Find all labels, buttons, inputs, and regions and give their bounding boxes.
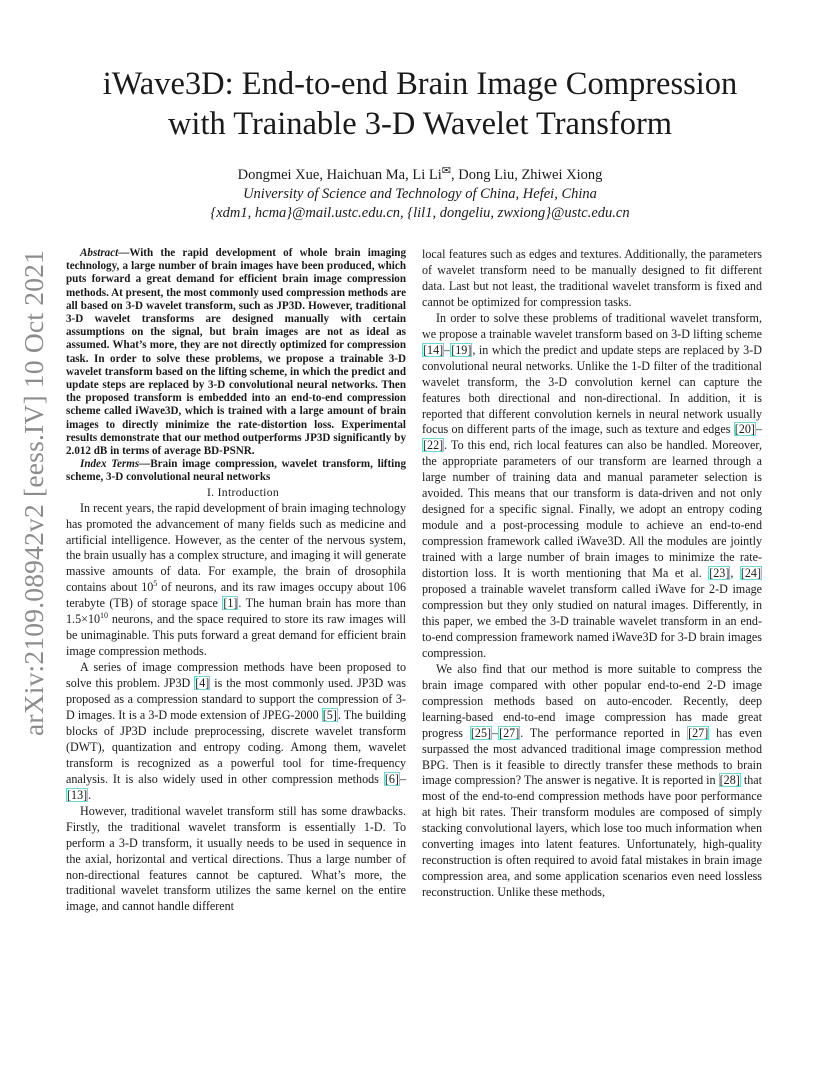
abstract-label: Abstract [80, 247, 119, 259]
author-names [60, 162, 780, 185]
text-run: . [88, 787, 92, 802]
index-terms [66, 458, 406, 484]
text-run: We also find that our method is more suitable to compress the brain image compared with other popular end-to-end 2-D image compression methods based on auto-encoder. Recently, deep learning-based end-to-end image compression has made great progress [422, 661, 762, 740]
affiliation: University of Science and Technology of China, Hefei, China [243, 186, 597, 202]
text-run: – [399, 771, 406, 786]
text-run: – [492, 725, 499, 740]
citation-link[interactable]: [4] [195, 676, 210, 691]
arxiv-sidebar-stamp [16, 249, 52, 737]
text-run: of neurons, and its raw images occupy about 106 terabyte (TB) of storage space [66, 580, 406, 611]
abstract [66, 247, 406, 458]
intro-paragraph-1 [66, 501, 406, 661]
citation-link[interactable]: [27] [499, 725, 520, 740]
citation-link[interactable]: [6] [384, 771, 399, 786]
arxiv-id: arXiv:2109.08942v2 [eess.IV] 10 Oct 2021 [18, 249, 49, 737]
text-run: has even surpassed the most advanced traditional image compression method BPG. Then is it feasible to directly transfer these methods to brain image compression? The answer is negative. It is reported in [422, 725, 763, 788]
text-run: , in which the predict and update steps are replaced by 3-D convolutional neural networks. Unlike the 1-D filter of the traditional wavelet transform, the 3-D convolution kernel can capture the features both directional and non-directional. In addition, it is reported that different convolution kernels in neural network usually focus on different parts of the image, such as texture and edges [422, 342, 762, 437]
title-line-1: iWave3D: End-to-end Brain Image Compression [102, 66, 738, 102]
index-terms-label: Index Terms [80, 458, 140, 471]
text-run: – [755, 422, 762, 437]
text-run: , [730, 566, 740, 581]
citation-link[interactable]: [14] [423, 342, 444, 357]
text-run: proposed a trainable wavelet transform called iWave for 2-D image compression but they only studied on natural images. Differently, in this paper, we embed the 3-D trainable wavelet transform in an end-to-end compression framework named iWave3D for 3-D brain images compression. [422, 582, 762, 660]
citation-link[interactable]: [13] [67, 787, 88, 802]
left-column [66, 247, 406, 915]
text-run: . The building blocks of JP3D include preprocessing, discrete wavelet transform (DWT), quantization and entropy coding. Among them, wavelet transform is recognized as a powerful tool for time-frequency analysis. It is also widely used in other compression methods [66, 708, 407, 786]
text-run: . The performance reported in [520, 725, 688, 740]
citation-link[interactable]: [20] [734, 422, 755, 437]
text-run: In recent years, the rapid development of brain imaging technology has promoted the advancement of many fields such as medicine and artificial intelligence. However, as the center of the nervous system, the brain usually has a complex structure, and imaging it will generate massive amounts of data. For example, the brain of drosophila contains about 10 [66, 500, 406, 595]
citation-link[interactable]: [23] [709, 566, 730, 581]
text-run: that most of the end-to-end compression methods have poor performance at high bit rates. Their transform modules are composed of simply stacking convolutional layers, which lose too much information when converting images into latent features. Unfortunately, high-quality reconstruction is often required to avoid fatal mistakes in brain image compression area, and some application scenarios even need lossless reconstruction. Unlike these methods, [422, 773, 762, 900]
text-run: – [444, 342, 451, 357]
abstract-text: —With the rapid development of whole brain imaging technology, a large number of brain images have been produced, which puts forward a great demand for efficient brain image compression methods. At present, the most commonly used compression methods are all based on 3-D wavelet transform, such as JP3D. However, traditional 3-D wavelet transforms are designed manually with certain assumptions on the signal, but brain images are not as ideal as assumed. What’s more, they are not directly optimized for compression task. In order to solve these problems, we propose a trainable 3-D wavelet transform based on the lifting scheme, in which the predict and update steps are replaced by 3-D convolutional neural networks. Then the proposed transform is embedded into an end-to-end compression scheme called iWave3D, which is trained with a large amount of brain images to directly minimize the rate-distortion loss. Experimental results demonstrate that our method outperforms JP3D significantly by 2.012 dB in terms of average BD-PSNR. [66, 247, 406, 458]
author-emails: {xdm1, hcma}@mail.ustc.edu.cn, {lil1, dongeliu, zwxiong}@ustc.edu.cn [210, 205, 630, 221]
citation-link[interactable]: [25] [470, 725, 492, 740]
index-terms-text: —Brain image compression, wavelet transform, lifting scheme, 3-D convolutional neural networks [66, 458, 406, 484]
citation-link[interactable]: [1] [223, 596, 238, 611]
text-run: is the most commonly used. JP3D was proposed as a compression standard to support the compression of 3-D images. It is a 3-D mode extension of JPEG-2000 [66, 676, 407, 722]
right-paragraph-3 [422, 662, 762, 901]
text-run: A series of image compression methods have been proposed to solve this problem. JP3D [66, 660, 406, 691]
right-paragraph-1 [422, 247, 762, 311]
citation-link[interactable]: [22] [423, 438, 444, 453]
text-run: local features such as edges and textures. Additionally, the parameters of wavelet transform need to be manually designed to fit different data. Last but not least, the traditional wavelet transform is fixed and cannot be optimized for compression tasks. [422, 247, 762, 309]
text-run: . To this end, rich local features can also be handled. Moreover, the appropriate parameters of our transform are learned through a large number of training data and manual parameter selection is avoided. This means that our transform is data-driven and not only designed for a specific signal. Finally, we adopt an entropy coding module and a post-processing module to achieve an end-to-end compression framework called iWave3D. All the modules are jointly trained with a large number of brain images to minimize the rate-distortion loss. It is worth mentioning that Ma et al. [422, 438, 762, 581]
citation-link[interactable]: [27] [688, 725, 709, 740]
citation-link[interactable]: [24] [740, 566, 762, 581]
title-line-2: with Trainable 3-D Wavelet Transform [167, 106, 673, 142]
paper-title [60, 64, 780, 144]
superscript: 10 [100, 611, 109, 621]
author-block [60, 162, 780, 223]
intro-paragraph-3 [66, 804, 406, 916]
right-column [422, 247, 762, 901]
intro-paragraph-2 [66, 660, 406, 804]
envelope-icon: ✉ [441, 165, 451, 177]
citation-link[interactable]: [28] [719, 773, 740, 788]
right-paragraph-2 [422, 311, 762, 662]
citation-link[interactable]: [5] [322, 708, 337, 722]
text-run: In order to solve these problems of traditional wavelet transform, we propose a trainable wavelet transform based on 3-D lifting scheme [422, 310, 762, 341]
text-run: neurons, and the space required to store its raw images will be unimaginable. This puts forward a great demand for efficient brain image compression methods. [66, 612, 406, 659]
author-names-part1: Dongmei Xue, Haichuan Ma, Li Li [237, 167, 442, 183]
text-run: . The human brain has more than 1.5×10 [66, 596, 406, 627]
citation-link[interactable]: [19] [451, 342, 472, 357]
text-run: However, traditional wavelet transform still has some drawbacks. Firstly, the traditional wavelet transform is essentially 1-D. To perform a 3-D transform, it usually needs to be used in sequence in the axial, horizontal and vertical directions. Thus a large number of non-directional features cannot be captured. What’s more, the traditional wavelet transform utilizes the same kernel on the entire image, and cannot handle different [66, 803, 406, 914]
author-names-part2: , Dong Liu, Zhiwei Xiong [450, 167, 603, 183]
superscript: 5 [153, 579, 158, 589]
section-heading: I. Introduction [206, 485, 279, 499]
